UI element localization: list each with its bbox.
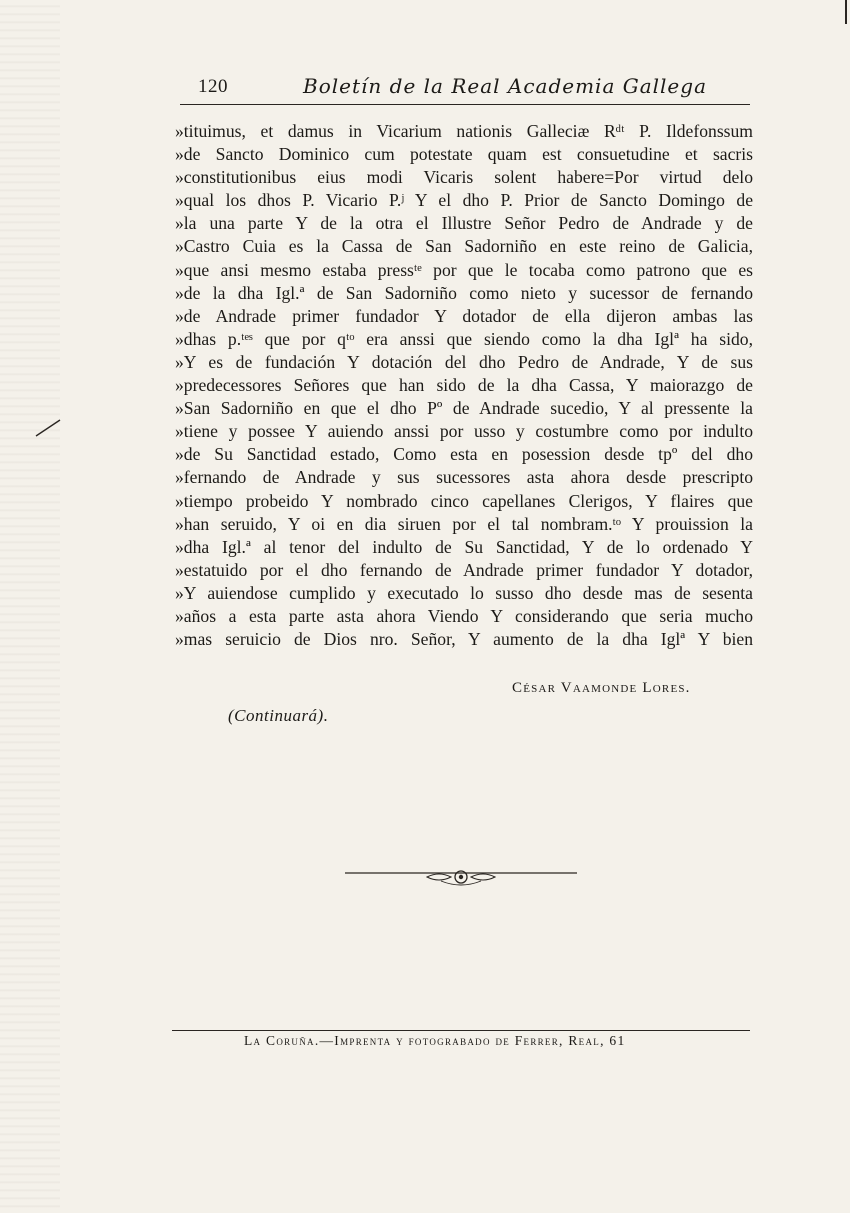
continuation-note: (Continuará).: [228, 706, 329, 725]
page-corner-mark: [845, 0, 847, 24]
text-line: »de Su Sanctidad estado, Como esta en posession desde tpº del dho: [175, 444, 753, 465]
text-line: »tiempo probeido Y nombrado cinco capellanes Clerigos, Y flaires que: [175, 490, 753, 511]
footer-rule: [172, 1030, 750, 1031]
text-line: »años a esta parte asta ahora Viendo Y considerando que seria mucho: [175, 605, 753, 626]
page-number: 120: [198, 76, 228, 97]
printer-imprint: La Coruña.—Imprenta y fotograbado de Ferrer, Real, 61: [244, 1033, 626, 1048]
text-line: »fernando de Andrade y sus sucessores asta ahora desde prescripto: [175, 467, 753, 488]
text-line: »que ansi mesmo estaba pressᵗᵉ por que le tocaba como patrono que es: [175, 259, 753, 280]
text-line: »de Sancto Dominico cum potestate quam est consuetudine et sacris: [175, 144, 753, 165]
text-line: »constitutionibus eius modi Vicaris solent habere=Por virtud delo: [175, 167, 753, 188]
text-line: »han seruido, Y oi en dia siruen por el tal nombram.ᵗᵒ Y prouission la: [175, 513, 753, 534]
text-line: »San Sadorniño en que el dho Pº de Andrade sucedio, Y al pressente la: [175, 398, 753, 419]
text-line: »tiene y possee Y auiendo anssi por usso y costumbre como por indulto: [175, 421, 753, 442]
header-rule: [180, 104, 750, 105]
text-line: »Castro Cuia es la Cassa de San Sadorniño en este reino de Galicia,: [175, 236, 753, 257]
text-line: »estatuido por el dho fernando de Andrade primer fundador Y dotador,: [175, 559, 753, 580]
author-signature: César Vaamonde Lores.: [512, 680, 691, 696]
text-line: »qual los dhos P. Vicario P.ʲ Y el dho P. Prior de Sancto Domingo de: [175, 190, 753, 211]
text-line: »Y es de fundación Y dotación del dho Pedro de Andrade, Y de sus: [175, 351, 753, 372]
text-line: »de Andrade primer fundador Y dotador de ella dijeron ambas las: [175, 305, 753, 326]
text-line: »dhas p.ᵗᵉˢ que por qᵗᵒ era anssi que siendo como la dha Iglª ha sido,: [175, 328, 753, 349]
text-line: »dha Igl.ª al tenor del indulto de Su Sanctidad, Y de lo ordenado Y: [175, 536, 753, 557]
page-header: [180, 72, 750, 104]
text-line: »Y auiendose cumplido y executado lo susso dho desde mas de sesenta: [175, 582, 753, 603]
text-line: »la una parte Y de la otra el Illustre Señor Pedro de Andrade y de: [175, 213, 753, 234]
text-line: »mas seruicio de Dios nro. Señor, Y aumento de la dha Iglª Y bien: [175, 629, 753, 650]
page-edge-shadow: [0, 0, 60, 1213]
running-title: Boletín de la Real Academia Gallega: [303, 74, 707, 98]
text-line: »predecessores Señores que han sido de la dha Cassa, Y maiorazgo de: [175, 375, 753, 396]
text-line: »tituimus, et damus in Vicarium nationis Galleciæ Rᵈᵗ P. Ildefonssum: [175, 121, 753, 141]
ornament-divider: [345, 860, 577, 894]
stray-pen-mark: [34, 418, 62, 438]
text-line: »de la dha Igl.ª de San Sadorniño como nieto y sucessor de fernando: [175, 282, 753, 303]
body-text: [175, 120, 753, 651]
